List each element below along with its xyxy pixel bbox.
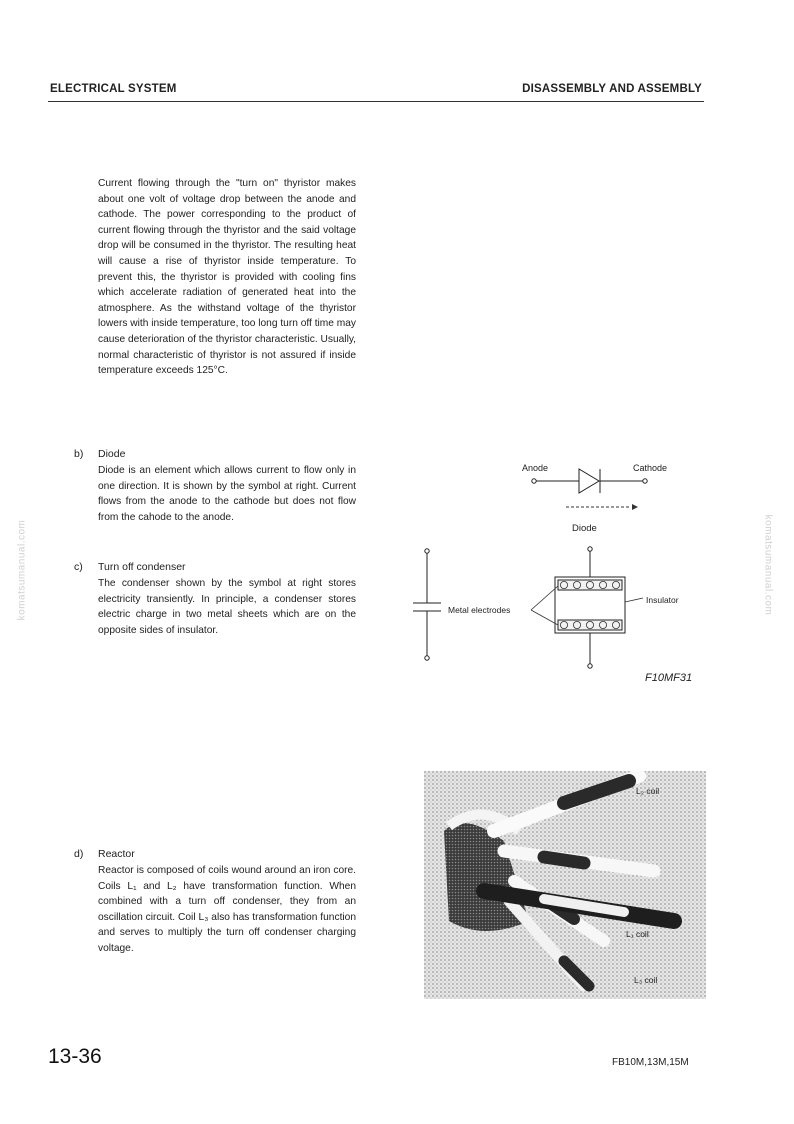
figure-id: F10MF31	[645, 672, 693, 684]
diode-caption: Diode	[572, 523, 597, 534]
photo-label-l2: L₂ coil	[636, 786, 660, 796]
watermark-right: komatsumanual.com	[762, 514, 774, 616]
cathode-label: Cathode	[633, 463, 668, 473]
intro-paragraph: Current flowing through the "turn on" thyristor makes about one volt of voltage drop between the anode and cathode. The power corresponding to the product of current flowing through the thyristor and the said voltage drop will be consumed in the thyristor. The resulting heat will cause a rise of thyristor inside temperature. To prevent this, the thyristor is provided with cooling fins which accelerate radiation of generated heat into the atmosphere. As the withstand voltage of the thyristor lowers with inside temperature, too long turn off time may cause deterioration of the thyristor characteristic. Usually, normal characteristic of thyristor is not assured if inside temperature exceeds 125°C.	[98, 178, 357, 377]
item-text-reactor: Reactor is composed of coils wound around an iron core. Coils L₁ and L₂ have transformation function. When combined with a turn off condenser, they from an oscillation circuit. Coil L₃ also has transformation function and serves to multiply the turn off condenser charging voltage.	[98, 865, 356, 954]
insulator-label: Insulator	[646, 595, 679, 605]
current-direction-arrow	[566, 504, 638, 510]
item-letter-diode: b)	[74, 448, 84, 460]
item-title-condenser: Turn off condenser	[98, 561, 186, 573]
watermark-left: komatsumanual.com	[16, 519, 28, 621]
photo-label-l3: L₃ coil	[634, 975, 658, 985]
reactor-photo	[424, 771, 706, 999]
condenser-structure	[555, 547, 625, 668]
item-text-diode: Diode is an element which allows current to flow only in one direction. It is shown by the symbol at right. Current flows from the anode to the cathode but does not flow from the cahode to the anode.	[98, 465, 356, 523]
item-letter-condenser: c)	[74, 561, 83, 573]
leader-lines	[531, 586, 643, 625]
item-title-diode: Diode	[98, 448, 126, 460]
item-letter-reactor: d)	[74, 848, 84, 860]
metal-electrodes-label: Metal electrodes	[448, 605, 511, 615]
item-text-condenser: The condenser shown by the symbol at right stores electricity transiently. In principle, a condenser stores electric charge in two metal sheets which are on the opposite sides of insulator.	[98, 578, 356, 636]
page-number: 13-36	[48, 1045, 102, 1068]
condenser-symbol	[413, 549, 441, 660]
header-chapter-title: DISASSEMBLY AND ASSEMBLY	[522, 83, 702, 95]
anode-label: Anode	[522, 463, 549, 473]
model-designation: FB10M,13M,15M	[612, 1057, 689, 1068]
photo-label-l1: L₁ coil	[626, 929, 649, 939]
item-title-reactor: Reactor	[98, 848, 135, 860]
diode-symbol	[532, 469, 647, 493]
header-section-title: ELECTRICAL SYSTEM	[50, 83, 177, 95]
